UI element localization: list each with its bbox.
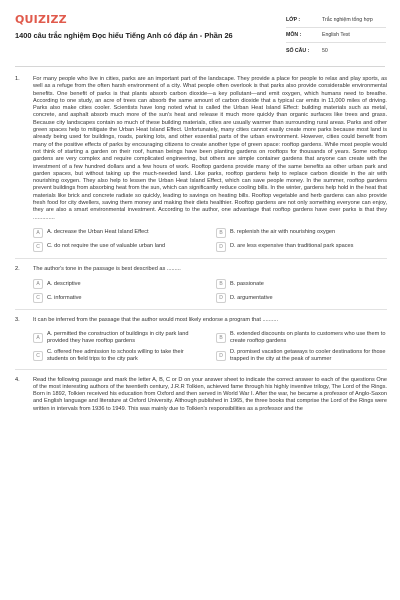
question-1 [15, 76, 387, 252]
meta-label: SỐ CÂU : [286, 47, 310, 54]
option-text: B. passionate [230, 280, 264, 287]
question-4 [15, 377, 387, 413]
option-a[interactable] [33, 331, 204, 345]
question-text: The author's tone in the passage is best described as ......... [33, 265, 181, 272]
option-letter-box: D [216, 351, 226, 361]
option-letter-box: A [33, 279, 43, 289]
option-letter-box: A [33, 333, 43, 343]
question-list [15, 76, 387, 419]
meta-label: LỚP : [286, 17, 301, 23]
question-separator [15, 369, 387, 370]
option-letter-box: C [33, 351, 43, 361]
option-c[interactable] [33, 242, 204, 252]
option-letter-box: D [216, 293, 226, 303]
option-a[interactable] [33, 228, 204, 238]
option-letter-box: B [216, 333, 226, 343]
answer-options [33, 279, 387, 303]
meta-row-count [286, 43, 386, 58]
option-text: D. argumentative [230, 294, 273, 301]
option-text: C. informative [47, 294, 82, 301]
option-d[interactable] [216, 242, 387, 252]
option-text: A. decrease the Urban Heat Island Effect [47, 229, 149, 236]
question-separator [15, 258, 387, 259]
meta-row-subject [286, 28, 386, 43]
worksheet-title: 1400 câu trắc nghiệm Đọc hiểu Tiếng Anh có đáp án - Phần 26 [15, 31, 233, 40]
question-2 [15, 266, 387, 303]
meta-label: MÔN : [286, 32, 302, 38]
question-text: For many people who live in cities, parks are an important part of the landscape. They provide a place for people to relax and play sports, as well as a refuge from the often harsh environment of a city. What people often overlook is that parks also provide considerable environmental benefits. One benefit of parks is that plants absorb carbon dioxide—a key pollutant—and emit oxygen, which humans need to breathe. According to one study, an acre of trees can absorb the same amount of carbon dioxide that a typical car emits in 11,000 miles of driving. Parks also make cities cooler. Scientists have long noted what is called the Urban Heat Island Effect: building materials such as metal, concrete, and asphalt absorb much more of the sun's heat and release it much more quickly than organic surfaces like trees and grass. Because city landscapes contain so much of these building materials, cities are usually warmer than surrounding rural areas. Parks and other green spaces help to mitigate the Urban Heat Island Effect. Unfortunately, many cities cannot easily create more parks because most land is already being used for buildings, roads, parking lots, and other essential parts of the urban environment. However, cities could benefit from many of the positive effects of parks by encouraging citizens to create another type of green space: rooftop gardens. While most people would not think of starting a garden on their roof, human beings have been planting gardens on rooftops for thousands of years. Some rooftop gardens are very complex and require complicated engineering, but others are simple container gardens that anyone can create with the investment of a few hundred dollars and a few hours of work. Rooftop gardens provide many of the same benefits as other urban park and garden spaces, but without taking up the much-needed land. Like parks, rooftop gardens help to replace carbon dioxide in the air with nourishing oxygen. They also help to lessen the Urban Heat Island Effect, which can save people money. In the summer, rooftop gardens prevent buildings from absorbing heat from the sun, which can significantly reduce cooling bills. In the winter, gardens help hold in the heat that materials like brick and concrete radiate so quickly, leading to savings on heating bills. Rooftop vegetable and herb gardens can also provide fresh food for city dwellers, saving them money and making their diets healthier. Rooftop gardens are not only something everyone can enjoy, they are also a smart environmental investment. According to the author, one advantage that rooftop gardens have over parks is that they .............. [33, 76, 387, 221]
option-text: A. permitted the construction of buildings in city park land provided they have rooftop gardens [47, 330, 189, 344]
option-b[interactable] [216, 331, 387, 345]
option-text: D. promised vacation getaways to cooler destinations for those trapped in the city at the peak of summer [230, 348, 386, 362]
worksheet-header [0, 0, 400, 62]
option-letter-box: C [33, 242, 43, 252]
option-text: C. offered free admission to schools willing to take their students on field trips to the city park [47, 348, 184, 362]
option-text: C. do not require the use of valuable urban land [47, 243, 166, 250]
quizizz-logo: QUIZIZZ [15, 13, 67, 26]
option-c[interactable] [33, 349, 204, 363]
option-c[interactable] [33, 293, 204, 303]
question-number: 4. [15, 376, 20, 383]
option-letter-box: A [33, 228, 43, 238]
option-text: D. are less expensive than traditional park spaces [230, 243, 354, 250]
option-d[interactable] [216, 293, 387, 303]
option-text: B. replenish the air with nourishing oxygen [230, 229, 336, 236]
question-text: It can be inferred from the passage that the author would most likely endorse a program that .......... [33, 317, 279, 324]
header-divider [15, 66, 385, 67]
question-number: 2. [15, 265, 20, 272]
option-letter-box: B [216, 279, 226, 289]
question-separator [15, 309, 387, 310]
meta-row-class [286, 13, 386, 28]
question-3 [15, 317, 387, 362]
option-text: A. descriptive [47, 280, 81, 287]
answer-options [33, 331, 387, 363]
question-text: Read the following passage and mark the letter A, B, C or D on your answer sheet to indicate the correct answer to each of the questions One of the most interesting authors of the twentieth century, J.R.R Tolkien, achieved fame through his highly inventive trilogy, The Lord of the Rings. Born in 1892, Tolkien received his education from Oxford and then served in World War I. After the war, he became a professor of Anglo-Saxon and English language and literature at Oxford University. Although published in 1965, the three books that comprise the Lord of the Rings were written in intervals from 1936 to 1949. This was mainly due to Tolkien's responsibilities as a professor and the [33, 376, 387, 412]
question-number: 1. [15, 76, 20, 82]
meta-value: Trắc nghiệm tổng hợp [322, 17, 373, 23]
option-text: B. extended discounts on plants to customers who use them to create rooftop gardens [230, 330, 386, 344]
option-b[interactable] [216, 279, 387, 289]
answer-options [33, 228, 387, 252]
option-letter-box: D [216, 242, 226, 252]
option-letter-box: B [216, 228, 226, 238]
question-number: 3. [15, 317, 20, 324]
meta-value: English Test [322, 32, 350, 38]
option-b[interactable] [216, 228, 387, 238]
option-d[interactable] [216, 349, 387, 363]
worksheet-meta [286, 13, 386, 58]
option-a[interactable] [33, 279, 204, 289]
option-letter-box: C [33, 293, 43, 303]
meta-value: 50 [322, 47, 328, 54]
